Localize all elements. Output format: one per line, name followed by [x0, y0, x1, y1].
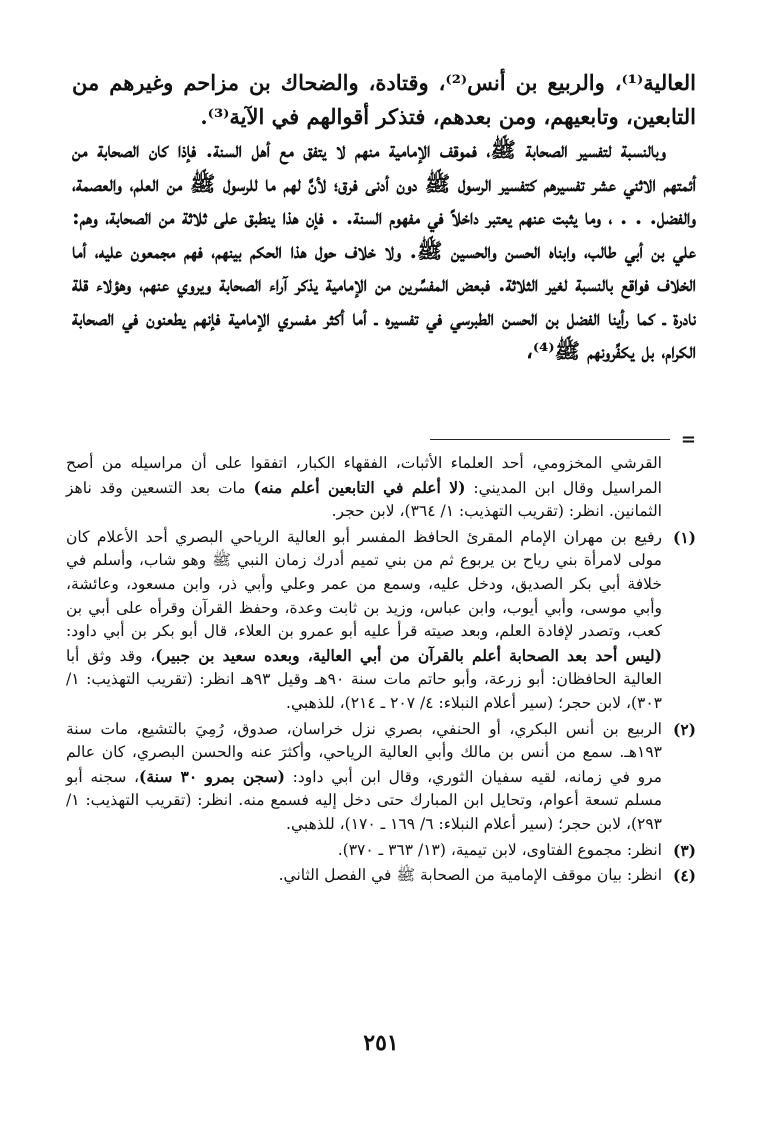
footnote-body — [66, 839, 662, 863]
footnote-text: الربيع بن أنس البكري، أو الحنفي، بصري نزل خراسان، صدوق، رُمِيَ بالتشيع، مات سنة ١٩٣هـ. سمع من أنس بن مالك وأبي العالية الرياحي، وأكثرَ عنه والحسن البصري، كان عالم مرو في زمانه، لقيه سفيان الثوري، وقال ابن أبي داود: — [66, 719, 662, 786]
footnote-4 — [66, 864, 696, 888]
footnote-text: مات بعد التسعين وقد ناهز الثمانين. انظر: (تقريب التهذيب: ١/ ٣٦٤)، لابن حجر. — [66, 478, 662, 521]
continuation-mark: = — [680, 429, 696, 450]
footnote-text: رفيع بن مهران الإمام المقرئ الحافظ المفسر أبو العالية الرياحي البصري أحد الأعلام كان مولى لامرأة بني رياح بن يربوع ثم من بني تميم أدرك زمان النبي ﷺ وهو شاب، وأسلم في خلافة أبي بكر الصديق، ودخل عليه، وسمع من عمر وعلي وأبي ذر، وابن مسعود، وعائشة، وأبي موسى، وأبي أيوب، وابن عباس، وزيد بن ثابت وعدة، وحفظ القرآن وقرأه على أبي بن كعب، وتصدر لإفادة العلم، وبعد صيته قرأ عليه أبو عمرو بن العلاء، قال أبو بكر بن أبي داود: — [66, 527, 662, 641]
footnote-quote: (سجن بمرو ٣٠ سنة) — [139, 766, 285, 786]
footnote-separator — [72, 429, 696, 451]
footnote-body — [66, 526, 662, 716]
footnote-quote: (ليس أحد بعد الصحابة أعلم بالقرآن من أبي العالية، وبعده سعيد بن جبير) — [155, 645, 662, 665]
footnote-text: ، وقد وثق أبا العالية الحافظان: أبو زرعة، وأبو حاتم مات سنة ٩٠هـ وقيل ٩٣هـ انظر: (تقريب التهذيب: ١/ ٣٠٣)، لابن حجر؛ (سير أعلام النبلاء: ٤/ ٢٠٧ ـ ٢١٤)، للذهبي. — [66, 646, 662, 712]
footnote-2 — [66, 718, 696, 837]
footnote-number: (٤) — [672, 866, 696, 886]
paragraph-1: العالية⁽¹⁾، والربيع بن أنس⁽²⁾، وقتادة، والضحاك بن مزاحم وغيرهم من التابعين، وتابعيهم، ومن بعدهم، فتذكر أقوالهم في الآية⁽³⁾. — [72, 70, 696, 129]
paragraph-2: وبالنسبة لتفسير الصحابة ﷺ، فموقف الإمامية منهم لا يتفق مع أهل السنة. فإذا كان الصحابة من أئمتهم الاثني عشر تفسيرهم كتفسير الرسول ﷺ دون أدنى فرق؛ لأنَّ لهم ما للرسول ﷺ من العلم، والعصمة، والفضل. . . ، وما يثبت عنهم يعتبر داخلاً في مفهوم السنة. . فإن هذا ينطبق على ثلاثة من الصحابة، وهم: علي بن أبي طالب، وابناه الحسن والحسين ﷺ. ولا خلاف حول هذا الحكم بينهم، فهم مجمعون عليه، أما الخلاف فواقع بالنسبة لغير الثلاثة. فبعض المفسِّرين من الإمامية يذكر آراء الصحابة ويروي عنهم، وهؤلاء قلة نادرة ـ كما رأينا الفضل بن الحسن الطبرسي في تفسيره ـ أما أكثر مفسري الإمامية فإنهم يطعنون في الصحابة الكرام، بل يكفِّرونهم ﷺ⁽⁴⁾، — [72, 137, 696, 363]
page-number: ٢٥١ — [363, 1030, 399, 1056]
footnote-text: انظر: بيان موقف الإمامية من الصحابة ﷺ في الفصل الثاني. — [278, 866, 662, 885]
footnote-number: (٢) — [672, 719, 696, 739]
footnotes — [66, 452, 696, 890]
footnote-3 — [66, 839, 696, 863]
footnote-text: القرشي المخزومي، أحد العلماء الأثبات، الفقهاء الكبار، اتفقوا على أن مراسيله من أصح المراسيل وقال ابن المديني: — [66, 454, 662, 497]
separator-line — [430, 439, 670, 440]
footnote-number: (٣) — [672, 840, 696, 860]
footnote-body — [66, 718, 662, 837]
footnote-body — [66, 864, 662, 888]
footnote-number: (١) — [672, 527, 696, 547]
footnote-text: انظر: مجموع الفتاوى، لابن تيمية، (١٣/ ٣٦٣ ـ ٣٧٠). — [337, 840, 662, 859]
footnote-continuation — [66, 452, 662, 524]
footnote-quote: (لا أعلم في التابعين أعلم منه) — [253, 477, 466, 497]
footnote-1 — [66, 526, 696, 716]
footnote-text: ، سجنه أبو مسلم تسعة أعوام، وتحايل ابن المبارك حتى دخل إليه فسمع منه. انظر: (تقريب التهذيب: ١/ ٢٩٣)، لابن حجر؛ (سير أعلام النبلاء: ٦/ ١٦٩ ـ ١٧٠)، للذهبي. — [66, 767, 662, 833]
main-text — [72, 66, 696, 368]
